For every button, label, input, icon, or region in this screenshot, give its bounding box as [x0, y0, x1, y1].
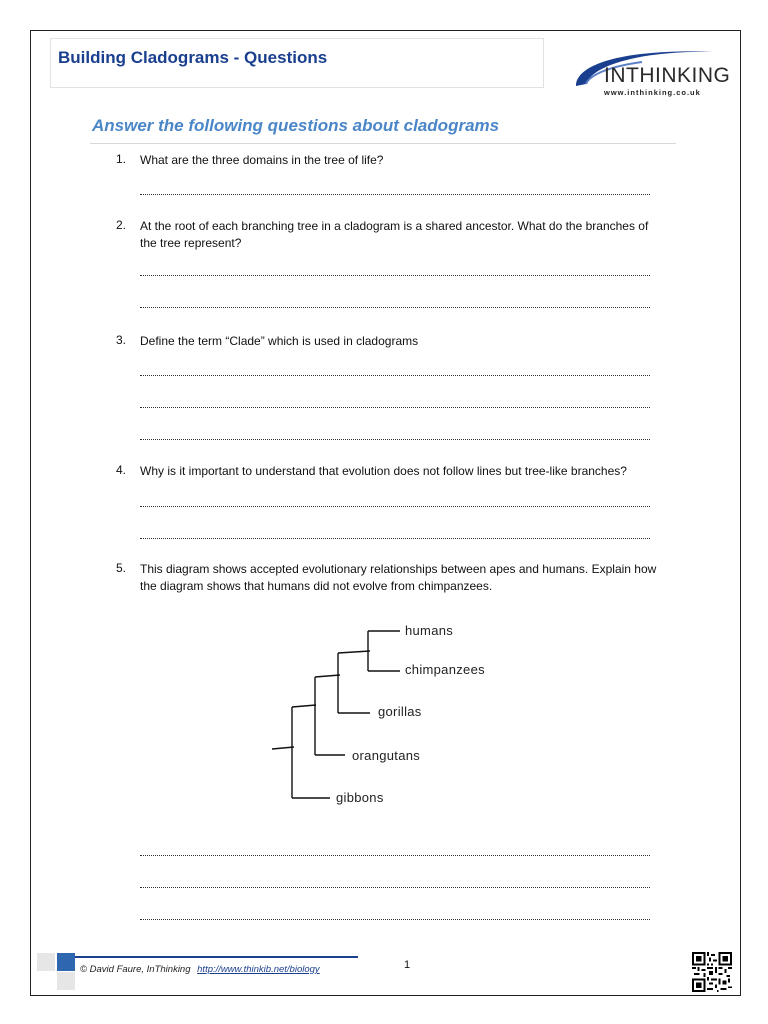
answer-line[interactable] [140, 307, 650, 308]
qr-code-icon [692, 952, 732, 992]
page-title: Building Cladograms - Questions [58, 48, 328, 67]
answer-line[interactable] [140, 275, 650, 276]
answer-line[interactable] [140, 194, 650, 195]
footer-link[interactable]: http://www.thinkib.net/biology [197, 964, 320, 975]
answer-line[interactable] [140, 439, 650, 440]
answer-line[interactable] [140, 919, 650, 920]
question-text: At the root of each branching tree in a cladogram is a shared ancestor. What do the branches of the tree represent? [140, 219, 649, 250]
taxon-label: chimpanzees [405, 662, 485, 677]
footer-rule [75, 956, 358, 958]
answer-line[interactable] [140, 375, 650, 376]
question-text: Define the term “Clade” which is used in cladograms [140, 334, 419, 348]
page-border [30, 30, 741, 996]
answer-line[interactable] [140, 506, 650, 507]
answer-line[interactable] [140, 887, 650, 888]
section-heading: Answer the following questions about cladograms [92, 116, 500, 135]
question-text: Why is it important to understand that evolution does not follow lines but tree-like branches? [140, 464, 627, 478]
answer-line[interactable] [140, 855, 650, 856]
answer-line[interactable] [140, 538, 650, 539]
answer-line[interactable] [140, 407, 650, 408]
taxon-label: orangutans [352, 748, 421, 763]
taxon-label: gibbons [336, 790, 384, 805]
question-number: 4. [116, 463, 127, 477]
question-text: What are the three domains in the tree of life? [140, 153, 384, 167]
footer-square [57, 953, 75, 971]
footer-credit [80, 964, 320, 975]
question-number: 5. [116, 561, 127, 575]
taxon-label: gorillas [378, 704, 422, 719]
page-number: 1 [404, 959, 411, 971]
question-text: This diagram shows accepted evolutionary relationships between apes and humans. Explain how the diagram shows that humans did not evolve from chimpanzees. [140, 562, 657, 593]
footer-copyright: © David Faure, InThinking [80, 964, 191, 975]
logo-url: www.inthinking.co.uk [604, 88, 701, 97]
question-number: 3. [116, 333, 127, 347]
logo-text: INTHINKING [604, 64, 731, 87]
divider [90, 143, 676, 144]
footer-square [57, 972, 75, 990]
footer-square [37, 953, 55, 971]
question-number: 2. [116, 218, 127, 232]
question-number: 1. [116, 152, 127, 166]
taxon-label: humans [405, 623, 454, 638]
